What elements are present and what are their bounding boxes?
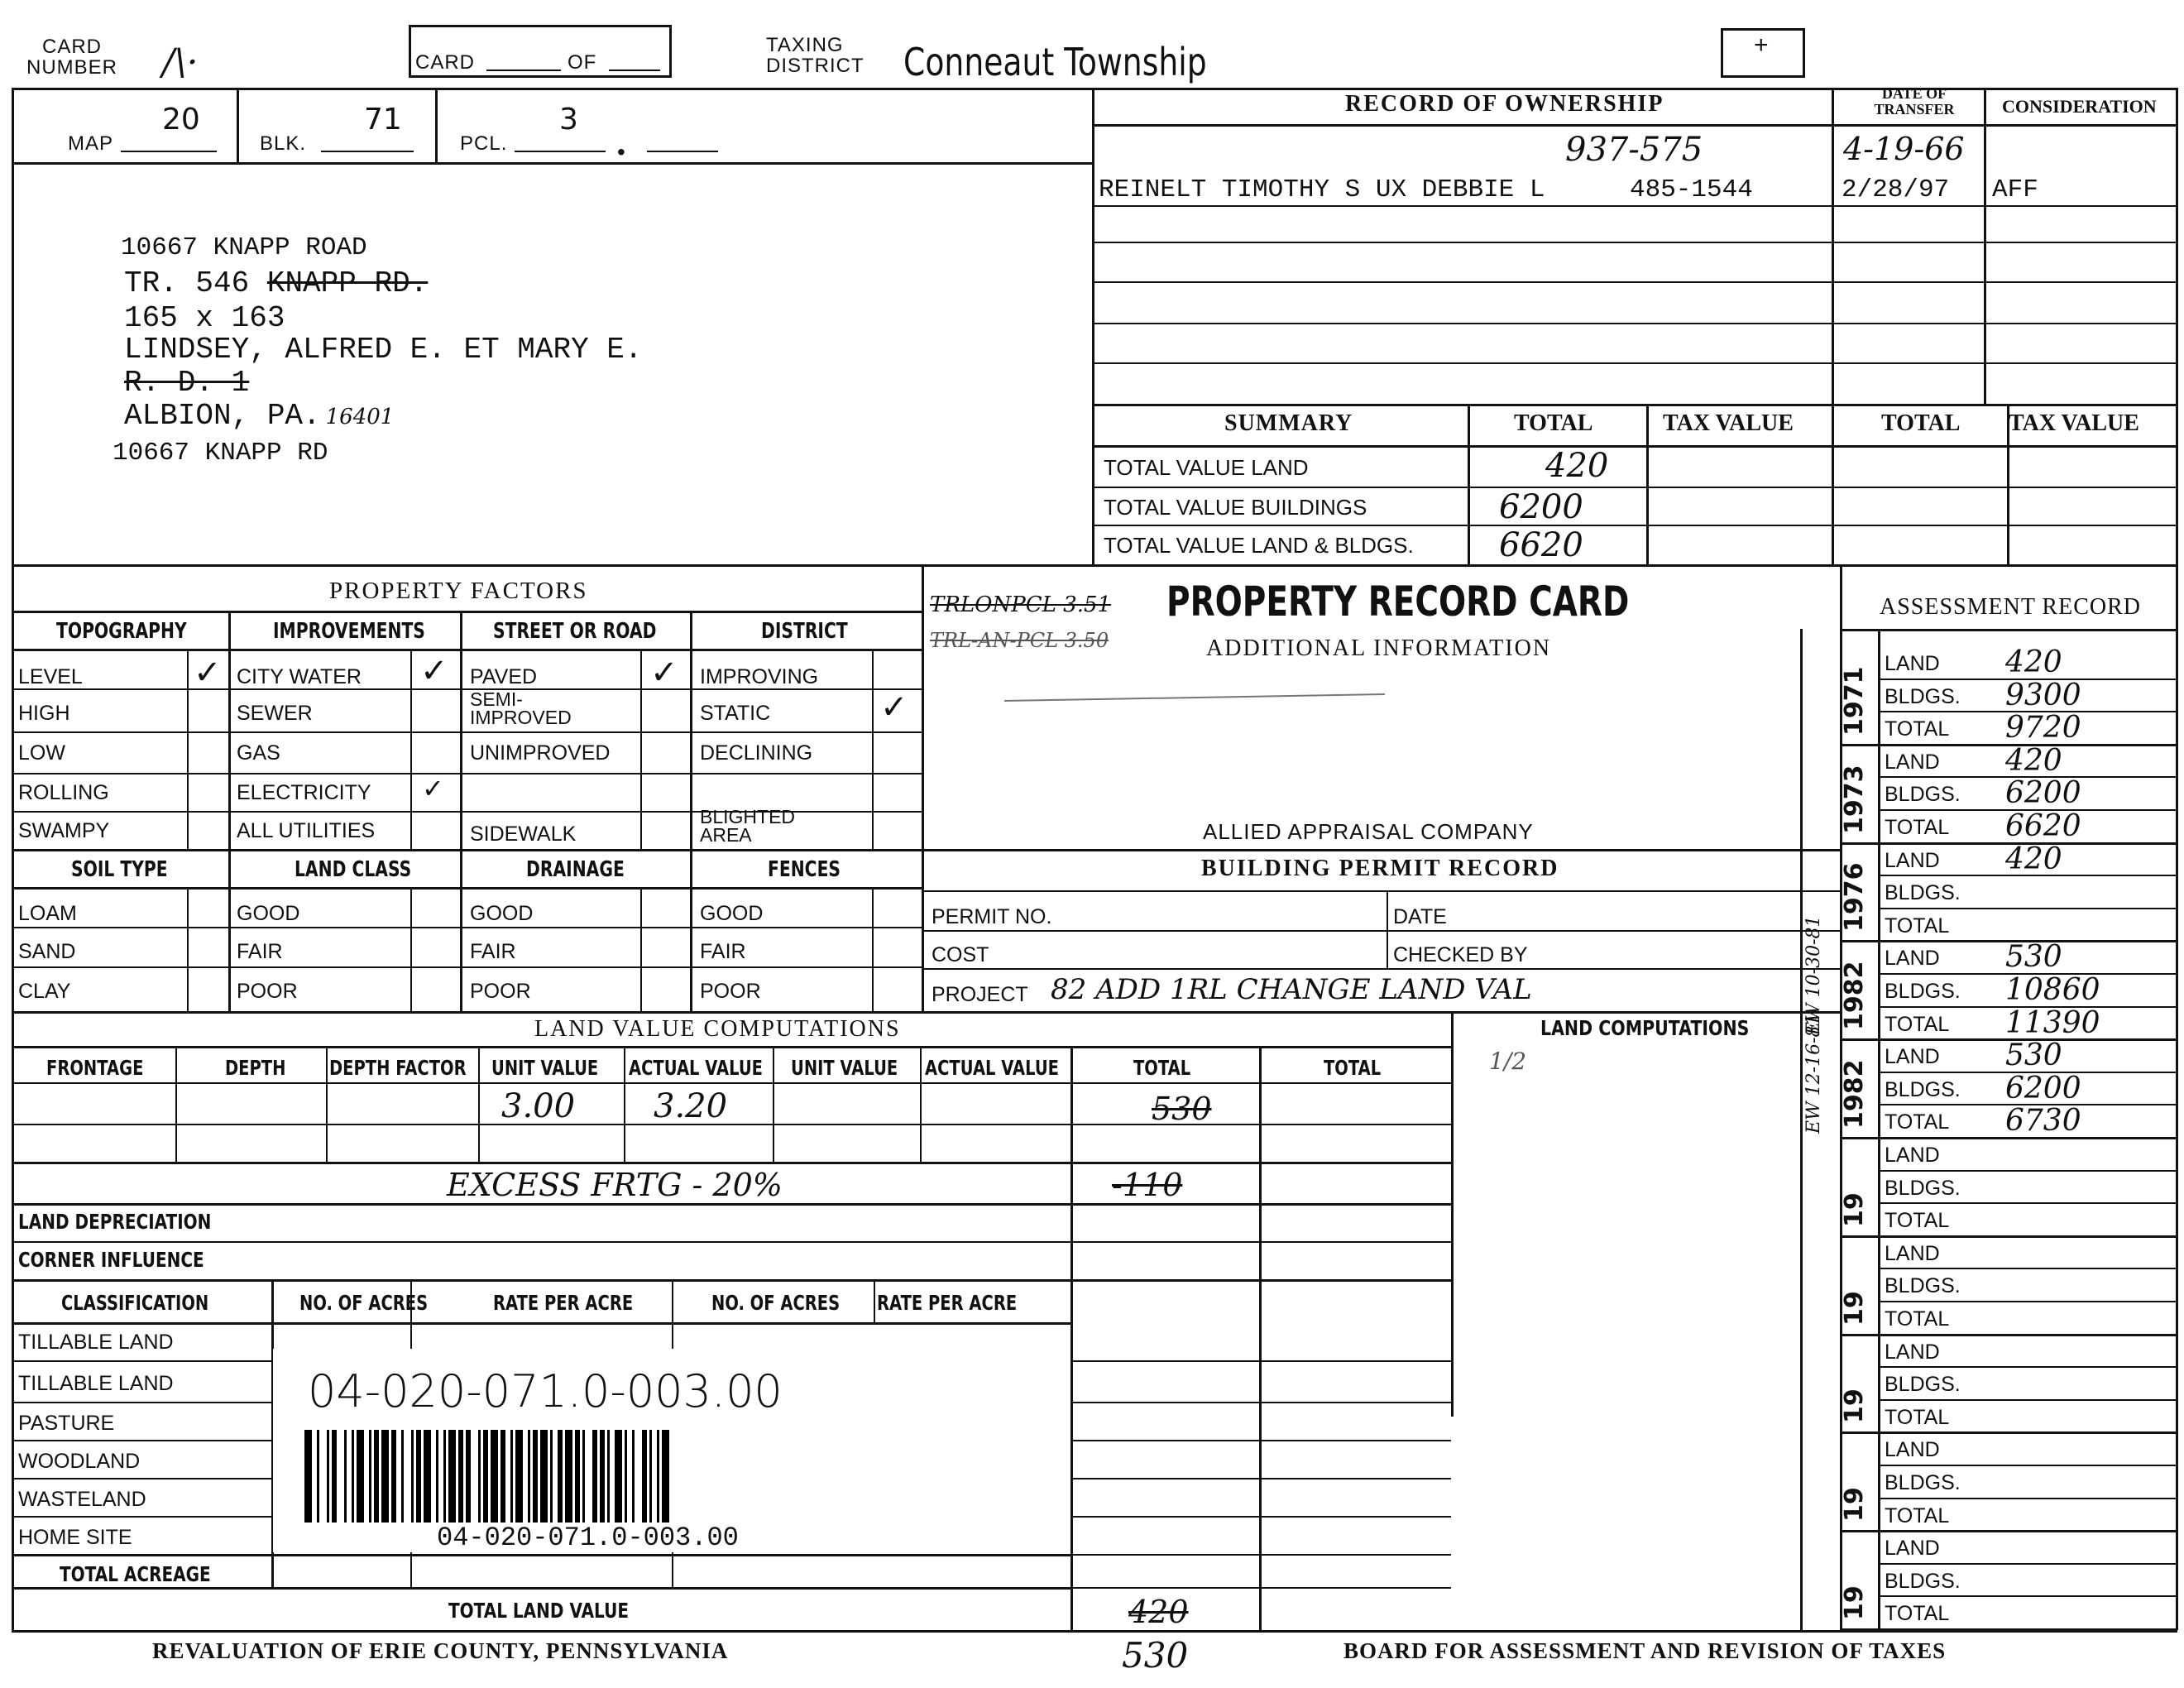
card-blank — [486, 70, 561, 71]
assessment-bldgs-label: BLDGS. — [1885, 881, 1961, 905]
assessment-total-label: TOTAL — [1885, 1012, 1950, 1036]
card-label: CARD — [415, 51, 476, 74]
pf-all-utilities: ALL UTILITIES — [237, 819, 376, 842]
summary-row-land-total: 420 — [1545, 447, 1609, 485]
of-blank — [609, 70, 660, 71]
pf-improving: IMPROVING — [700, 665, 819, 688]
pf-static: STATIC — [700, 702, 771, 725]
assessment-total-value: 9720 — [2005, 711, 2081, 746]
pf-level: LEVEL — [18, 665, 83, 688]
footer-right: BOARD FOR ASSESSMENT AND REVISION OF TAXES — [1343, 1638, 1947, 1663]
lv-header-frontage: FRONTAGE — [46, 1056, 144, 1080]
summary-row-bldgs-total: 6200 — [1499, 488, 1583, 526]
summary-row-all-label: TOTAL VALUE LAND & BLDGS. — [1104, 533, 1414, 558]
transfer-date-header: DATE OF TRANSFER — [1874, 85, 1955, 117]
summary-total-header: TOTAL — [1514, 410, 1593, 436]
pf-header-land-class: LAND CLASS — [295, 857, 412, 882]
pcl-label: PCL. — [460, 132, 508, 155]
pf-header-street: STREET OR ROAD — [493, 619, 657, 644]
assessment-land-value: 530 — [2005, 940, 2062, 975]
assessment-year: 1982 — [1840, 961, 1869, 1031]
pf-low: LOW — [18, 741, 65, 765]
assessment-land-label: LAND — [1885, 652, 1940, 675]
permit-no-label: PERMIT NO. — [932, 905, 1052, 928]
ownership-row-1-owner: 937-575 — [1565, 131, 1703, 169]
address-owner: LINDSEY, ALFRED E. ET MARY E. — [124, 333, 643, 367]
summary-row-bldgs-label: TOTAL VALUE BUILDINGS — [1104, 495, 1367, 520]
land-value-title: LAND VALUE COMPUTATIONS — [534, 1016, 901, 1042]
total-land-value-label: TOTAL LAND VALUE — [448, 1599, 629, 1623]
lv-excess-note: EXCESS FRTG - 20% — [447, 1167, 783, 1203]
assessment-land-label: LAND — [1885, 947, 1940, 971]
assessment-total-label: TOTAL — [1885, 1209, 1950, 1233]
appraiser-label: ALLIED APPRAISAL COMPANY — [1203, 819, 1534, 844]
assessment-total-label: TOTAL — [1885, 914, 1950, 938]
pf-loam: LOAM — [18, 902, 77, 925]
address-line-7: 10667 KNAPP RD — [113, 439, 328, 468]
summary-tax-value-header: TAX VALUE — [1663, 410, 1794, 436]
map-value: 20 — [162, 103, 200, 137]
pf-swampy: SWAMPY — [18, 819, 110, 842]
assessment-total-value: 6730 — [2005, 1104, 2081, 1139]
lv-total: 530 — [1152, 1091, 1212, 1127]
class-header-rate-2: RATE PER ACRE — [877, 1291, 1018, 1315]
summary-row-land-label: TOTAL VALUE LAND — [1104, 455, 1309, 480]
lv-header-actual-value: ACTUAL VALUE — [629, 1056, 763, 1080]
pf-dr-poor: POOR — [470, 980, 531, 1003]
lv-header-total-2: TOTAL — [1324, 1056, 1382, 1080]
pf-lc-poor: POOR — [237, 980, 298, 1003]
summary-total-header-2: TOTAL — [1881, 410, 1961, 436]
assessment-bldgs-label: BLDGS. — [1885, 1569, 1961, 1593]
total-acreage-label: TOTAL ACREAGE — [60, 1562, 211, 1586]
address-line-1: 10667 KNAPP ROAD — [121, 233, 367, 262]
total-land-value-struck: 420 — [1128, 1594, 1189, 1630]
pf-dr-good: GOOD — [470, 902, 534, 925]
assessment-bldgs-value: 6200 — [2005, 776, 2081, 811]
corner-box-mark: + — [1754, 31, 1769, 59]
assessment-land-label: LAND — [1885, 750, 1940, 774]
assessment-total-value: 6620 — [2005, 809, 2081, 843]
pf-lc-good: GOOD — [237, 902, 300, 925]
address-line-2: TR. 546 KNAPP RD. — [124, 266, 429, 300]
pf-header-improvements: IMPROVEMENTS — [273, 619, 425, 644]
permit-cost-label: COST — [932, 943, 989, 966]
ownership-row-2-date: 2/28/97 — [1842, 175, 1950, 204]
permit-date-label: DATE — [1393, 905, 1447, 928]
check-paved: ✓ — [650, 655, 678, 691]
assessment-land-label: LAND — [1885, 1537, 1940, 1561]
record-note-2: TRL-AN-PCL 3.50 — [930, 629, 1109, 652]
class-row-woodland: WOODLAND — [18, 1450, 141, 1473]
assessment-year: 1976 — [1840, 862, 1869, 933]
land-computations-note: 1/2 — [1489, 1048, 1527, 1075]
assessment-total-label: TOTAL — [1885, 717, 1950, 741]
assessment-total-label: TOTAL — [1885, 816, 1950, 839]
assessment-land-value: 420 — [2005, 645, 2062, 679]
assessment-bldgs-label: BLDGS. — [1885, 1373, 1961, 1397]
check-electricity: ✓ — [422, 774, 444, 803]
assessment-bldgs-label: BLDGS. — [1885, 684, 1961, 708]
of-label: OF — [568, 51, 597, 74]
lv-header-depth-factor: DEPTH FACTOR — [329, 1056, 467, 1080]
pf-fe-good: GOOD — [700, 902, 764, 925]
assessment-year: 19 — [1840, 1192, 1869, 1227]
permit-project-label: PROJECT — [932, 983, 1028, 1006]
lv-header-actual-value-2: ACTUAL VALUE — [925, 1056, 1059, 1080]
corner-influence-label: CORNER INFLUENCE — [18, 1248, 204, 1272]
assessment-land-value: 420 — [2005, 743, 2062, 778]
assessment-year: 19 — [1840, 1290, 1869, 1326]
barcode — [304, 1430, 958, 1523]
class-row-wasteland: WASTELAND — [18, 1488, 146, 1511]
ownership-row-2-consideration: AFF — [1992, 175, 2038, 204]
land-depreciation-label: LAND DEPRECIATION — [18, 1210, 212, 1234]
assessment-land-label: LAND — [1885, 848, 1940, 872]
lv-unit-value: 3.00 — [501, 1087, 576, 1125]
assessment-bldgs-label: BLDGS. — [1885, 1176, 1961, 1200]
blk-label: BLK. — [260, 132, 307, 155]
pf-sand: SAND — [18, 940, 76, 963]
card-number-mark: /\· — [162, 41, 199, 84]
pf-sewer: SEWER — [237, 702, 313, 725]
assessment-bldgs-value: 9300 — [2005, 678, 2081, 712]
pf-header-district: DISTRICT — [761, 619, 848, 644]
pf-high: HIGH — [18, 702, 70, 725]
check-city-water: ✓ — [420, 653, 448, 689]
taxing-district-label: TAXING DISTRICT — [766, 34, 864, 77]
ownership-row-2-deed: 485-1544 — [1630, 175, 1753, 204]
assessment-total-label: TOTAL — [1885, 1110, 1950, 1134]
assessment-title: ASSESSMENT RECORD — [1880, 594, 2142, 620]
ownership-row-2-owner: REINELT TIMOTHY S UX DEBBIE L — [1099, 175, 1545, 204]
lv-header-unit-value: UNIT VALUE — [491, 1056, 599, 1080]
record-card-title: PROPERTY RECORD CARD — [1166, 578, 1630, 626]
ownership-title: RECORD OF OWNERSHIP — [1345, 91, 1664, 117]
assessment-bldgs-value: 10860 — [2005, 973, 2100, 1007]
consideration-header: CONSIDERATION — [2002, 96, 2157, 117]
assessment-note: EW 12-16-81 — [1803, 1014, 1824, 1134]
assessment-land-value: 420 — [2005, 842, 2062, 876]
pf-fe-fair: FAIR — [700, 940, 746, 963]
summary-row-all-total: 6620 — [1499, 526, 1583, 564]
pf-header-topography: TOPOGRAPHY — [56, 619, 187, 644]
pf-clay: CLAY — [18, 980, 71, 1003]
assessment-land-label: LAND — [1885, 1144, 1940, 1167]
pf-header-drainage: DRAINAGE — [526, 857, 625, 882]
pf-declining: DECLINING — [700, 741, 813, 765]
permit-checked-label: CHECKED BY — [1393, 943, 1528, 966]
assessment-land-label: LAND — [1885, 1340, 1940, 1364]
permit-project-value: 82 ADD 1RL CHANGE LAND VAL — [1051, 973, 1532, 1006]
assessment-total-label: TOTAL — [1885, 1405, 1950, 1429]
pf-unimproved: UNIMPROVED — [470, 741, 611, 765]
lv-header-total: TOTAL — [1133, 1056, 1191, 1080]
address-line-3: 165 x 163 — [124, 301, 285, 335]
property-factors-title: PROPERTY FACTORS — [329, 578, 588, 604]
lv-actual-value: 3.20 — [654, 1087, 728, 1125]
pf-header-fences: FENCES — [768, 857, 841, 882]
address-city: ALBION, PA. 16401 — [124, 399, 395, 433]
assessment-year: 1982 — [1840, 1059, 1869, 1129]
pf-paved: PAVED — [470, 665, 538, 688]
assessment-land-value: 530 — [2005, 1038, 2062, 1073]
pf-gas: GAS — [237, 741, 280, 765]
lv-excess-value: -110 — [1112, 1167, 1183, 1203]
assessment-bldgs-label: BLDGS. — [1885, 1471, 1961, 1494]
assessment-land-label: LAND — [1885, 1438, 1940, 1462]
assessment-total-value: 11390 — [2005, 1005, 2100, 1040]
blk-value: 71 — [364, 103, 402, 137]
summary-tax-value-header-2: TAX VALUE — [2009, 410, 2139, 436]
record-note-1: TRLONPCL 3.51 — [930, 592, 1112, 617]
class-header-rate: RATE PER ACRE — [493, 1291, 634, 1315]
card-number-label: CARD NUMBER — [26, 36, 118, 79]
assessment-total-label: TOTAL — [1885, 1503, 1950, 1527]
assessment-year: 1973 — [1840, 765, 1869, 834]
permit-title: BUILDING PERMIT RECORD — [1201, 856, 1559, 881]
assessment-bldgs-label: BLDGS. — [1885, 1077, 1961, 1101]
sticker-handwritten-id: 04-020-071.0-003.00 — [308, 1365, 783, 1417]
class-header-acres: NO. OF ACRES — [299, 1291, 429, 1315]
assessment-land-label: LAND — [1885, 1241, 1940, 1265]
class-row-pasture: PASTURE — [18, 1412, 115, 1435]
taxing-district-value: Conneaut Township — [903, 40, 1207, 84]
assessment-bldgs-label: BLDGS. — [1885, 1274, 1961, 1298]
assessment-bldgs-label: BLDGS. — [1885, 783, 1961, 807]
assessment-total-label: TOTAL — [1885, 1602, 1950, 1626]
additional-info-scribble — [1004, 693, 1385, 702]
pf-sidewalk: SIDEWALK — [470, 822, 577, 846]
total-land-value-final: 530 — [1122, 1635, 1189, 1676]
pf-header-soil: SOIL TYPE — [71, 857, 168, 882]
pf-lc-fair: FAIR — [237, 940, 283, 963]
pf-city-water: CITY WATER — [237, 665, 362, 688]
assessment-land-label: LAND — [1885, 1045, 1940, 1069]
class-row-tillable-2: TILLABLE LAND — [18, 1372, 174, 1395]
pf-rolling: ROLLING — [18, 781, 109, 804]
check-level: ✓ — [194, 655, 222, 691]
class-row-tillable-1: TILLABLE LAND — [18, 1331, 174, 1354]
pf-fe-poor: POOR — [700, 980, 761, 1003]
assessment-bldgs-label: BLDGS. — [1885, 980, 1961, 1003]
lv-header-unit-value-2: UNIT VALUE — [791, 1056, 898, 1080]
address-line-5: R. D. 1 — [124, 366, 250, 400]
class-row-home-site: HOME SITE — [18, 1526, 132, 1549]
pcl-value: 3 — [559, 103, 578, 137]
class-header-acres-2: NO. OF ACRES — [711, 1291, 841, 1315]
lv-header-depth: DEPTH — [225, 1056, 286, 1080]
class-header-classification: CLASSIFICATION — [61, 1291, 209, 1315]
summary-title: SUMMARY — [1224, 410, 1353, 436]
land-computations-title: LAND COMPUTATIONS — [1540, 1016, 1750, 1040]
assessment-year: 19 — [1840, 1585, 1869, 1620]
assessment-year: 1971 — [1840, 666, 1869, 736]
sticker-printed-id: 04-020-071.0-003.00 — [437, 1523, 739, 1553]
additional-info-title: ADDITIONAL INFORMATION — [1206, 635, 1552, 661]
assessment-bldgs-value: 6200 — [2005, 1071, 2081, 1105]
assessment-year: 19 — [1840, 1388, 1869, 1424]
footer-left: REVALUATION OF ERIE COUNTY, PENNSYLVANIA — [152, 1638, 729, 1663]
check-static: ✓ — [880, 689, 908, 726]
pf-blighted-area: BLIGHTED AREA — [700, 806, 796, 846]
pf-electricity: ELECTRICITY — [237, 781, 371, 804]
assessment-year: 19 — [1840, 1487, 1869, 1523]
pf-dr-fair: FAIR — [470, 940, 516, 963]
ownership-row-1-date: 4-19-66 — [1843, 131, 1965, 167]
pf-semi-improved: SEMI- IMPROVED — [470, 688, 572, 728]
assessment-note: EW 10-30-81 — [1803, 915, 1824, 1036]
map-label: MAP — [68, 132, 114, 155]
assessment-total-label: TOTAL — [1885, 1307, 1950, 1331]
